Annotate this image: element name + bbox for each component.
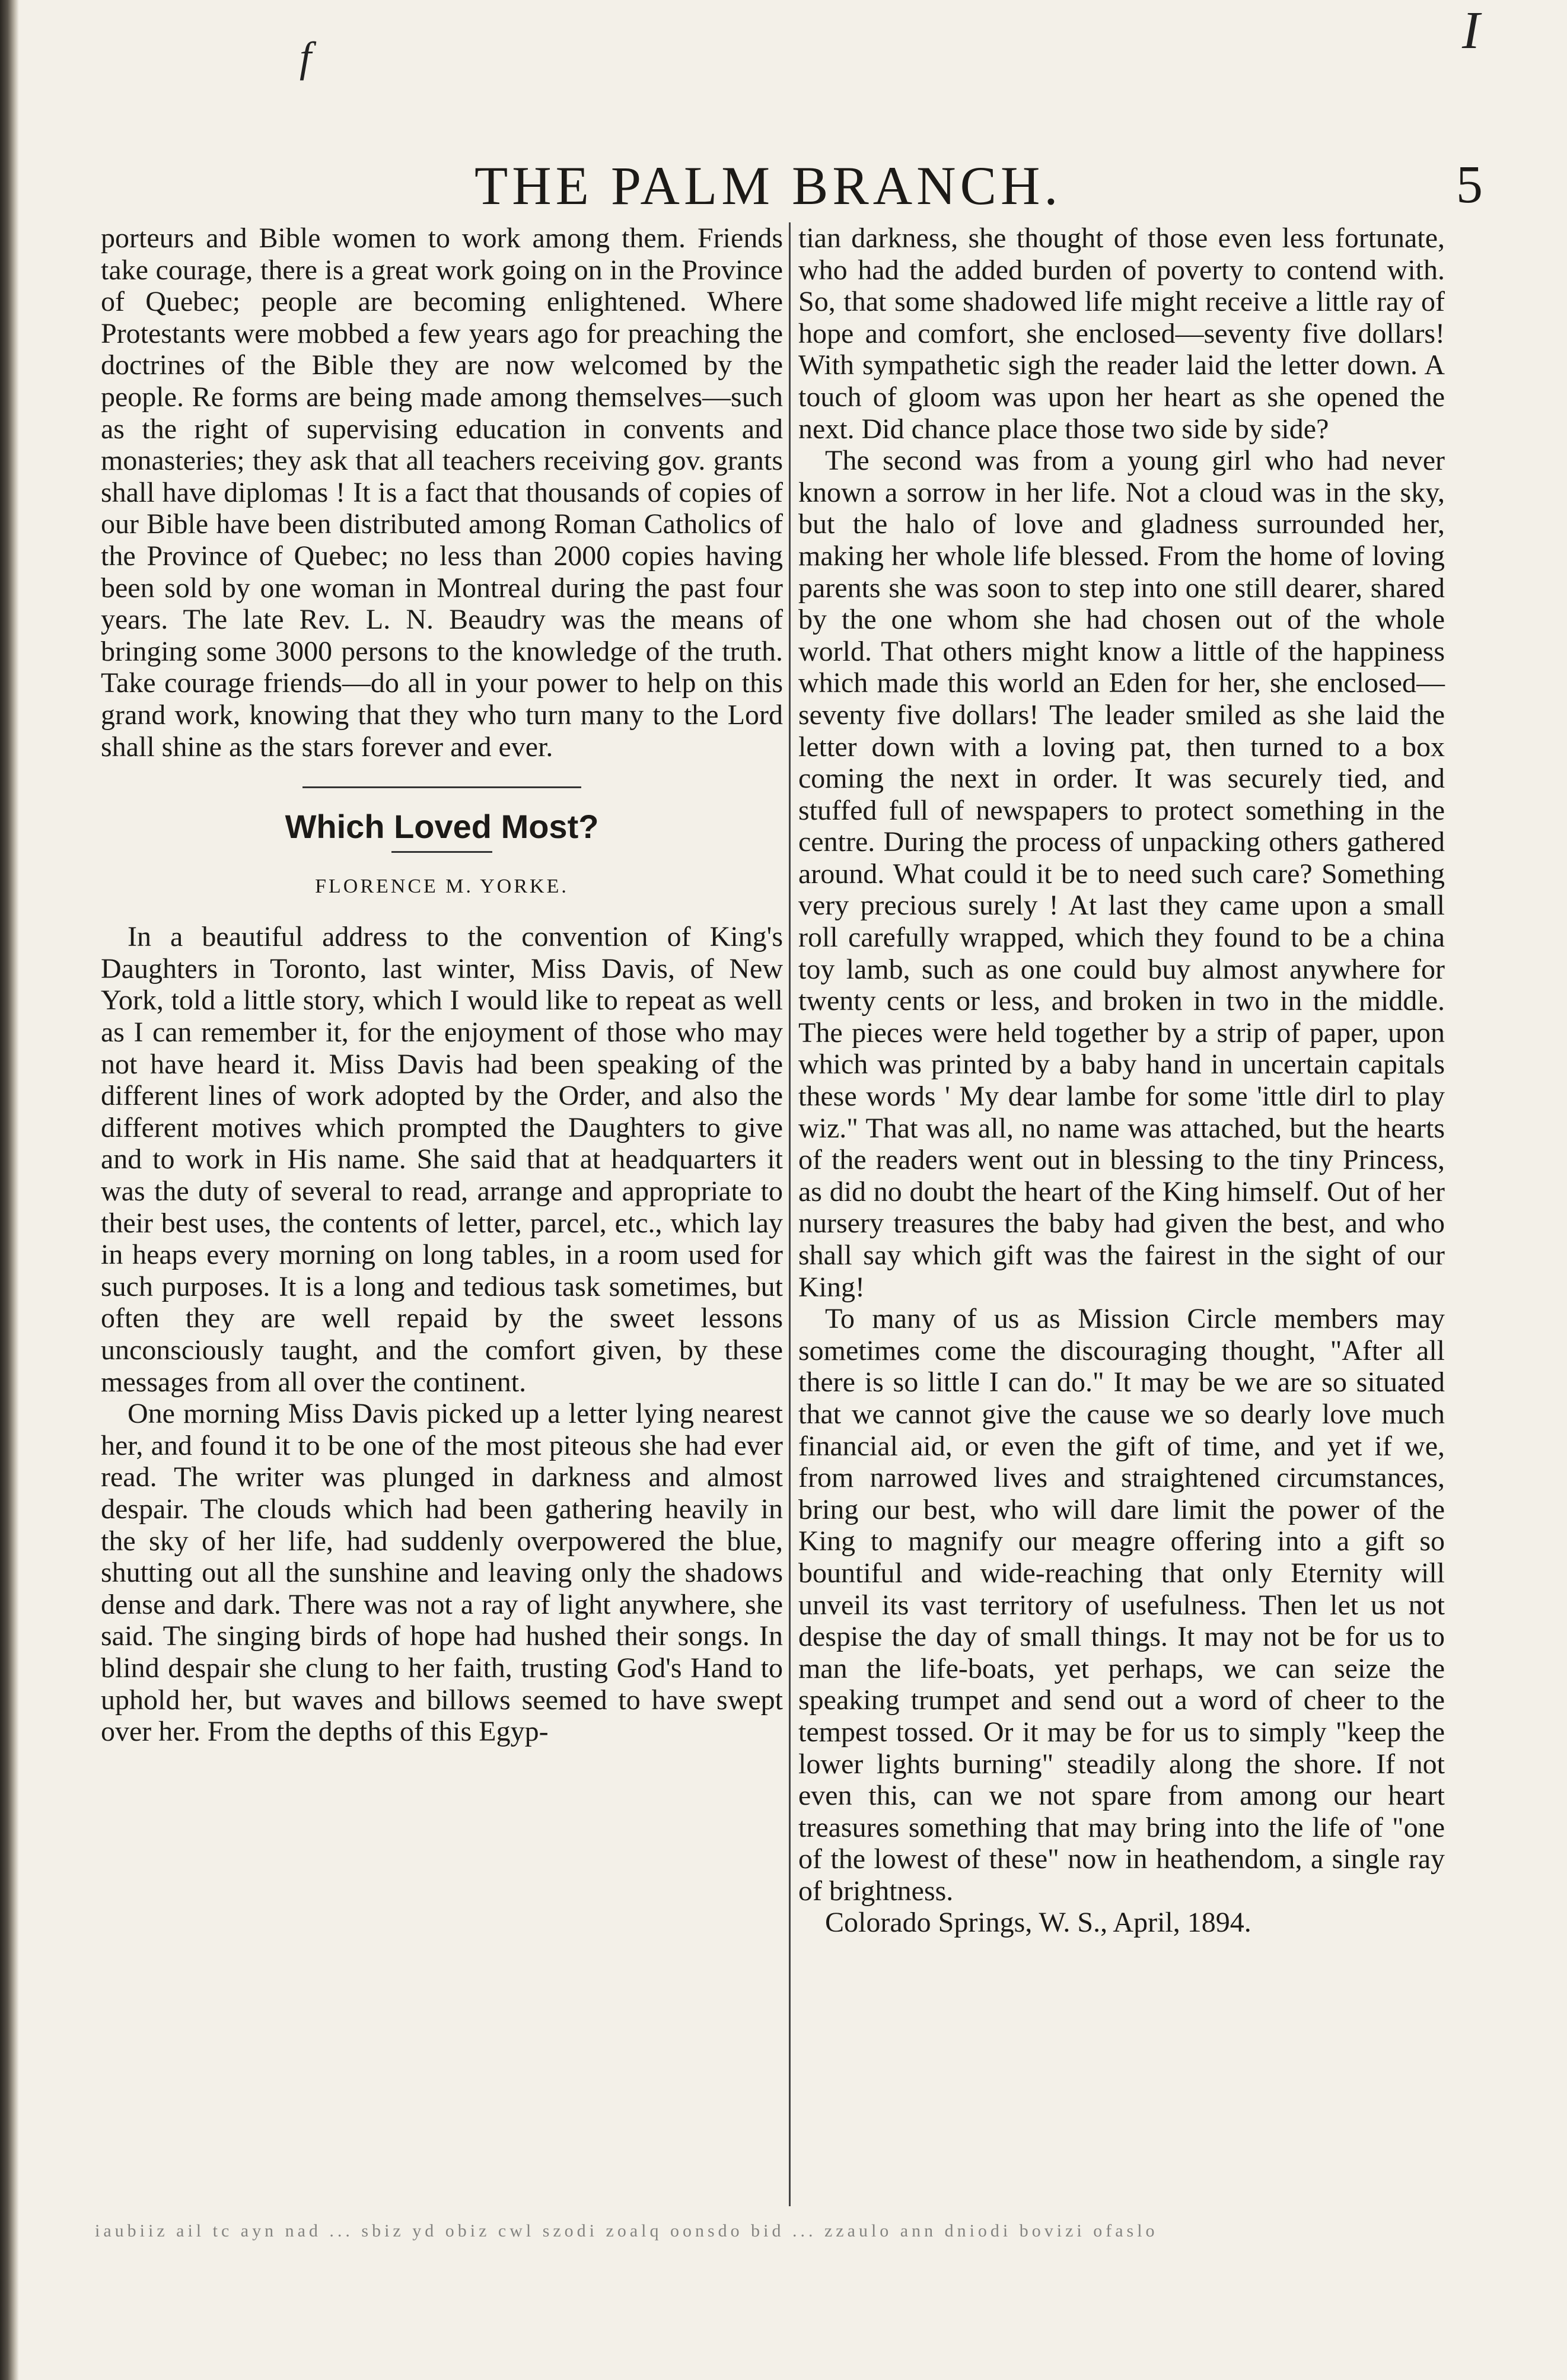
article-paragraph: One morning Miss Davis picked up a letter lying nearest her, and found it to be one of the most piteous she had ever read. The writer was plunged in darkness and almost despair. The clouds which had been gathering heavily in the sky of her life, had suddenly overpowered the blue, shutting out all the sunshine and leaving only the shadows dense and dark. There was not a ray of light anywhere, she said. The singing birds of hope had hushed their songs. In blind despair she clung to her faith, trusting God's Hand to uphold her, but waves and billows seemed to have swept over her. From the depths of this Egyp- — [101, 1398, 783, 1748]
signature: Colorado Springs, W. S., April, 1894. — [825, 1907, 1251, 1939]
column-divider — [789, 222, 791, 2206]
page-number: 5 — [1456, 155, 1483, 214]
margin-mark-right: I — [1462, 1, 1480, 60]
article-paragraph: The second was from a young girl who had never known a sorrow in her life. Not a cloud was in the sky, but the halo of love and gladness surrounded her, making her whole life blessed. From the home of loving parents she was soon to step into one still dearer, shared by the one whom she had chosen out of the whole world. That others might know a little of the happiness which made this world an Eden for her, she enclosed—seventy five dollars! The leader smiled as she laid the letter down with a loving pat, then turned to a box coming the next in order. It was securely tied, and stuffed full of newspapers to protect something in the centre. During the process of unpacking others gathered around. What could it be to need such care? Something very precious surely ! At last they came upon a small roll carefully wrapped, which they found to be a china toy lamb, such as one could buy almost anywhere for twenty cents or less, and broken in two in the middle. The pieces were held together by a strip of paper, upon which was printed by a baby hand in uncertain capitals these words ' My dear lambe for some 'ittle dirl to play wiz." That was all, no name was attached, but the hearts of the readers went out in blessing to the tiny Princess, as did no doubt the heart of the King himself. Out of her nursery treasures the baby had given the best, and who shall say which gift was the fairest in the sight of our King! — [798, 445, 1445, 1303]
page-header — [297, 148, 1483, 219]
continued-paragraph: porteurs and Bible women to work among them. Friends take courage, there is a great work going on in the Province of Quebec; people are becoming enlightened. Where Protestants were mobbed a few years ago for preaching the doctrines of the Bible they are now welcomed by the people. Re forms are being made among themselves—such as the right of supervising education in convents and monasteries; they ask that all teachers receiving gov. grants shall have diplomas ! It is a fact that thousands of copies of our Bible have been distributed among Roman Catholics of the Province of Quebec; no less than 2000 copies having been sold by one woman in Montreal during the past four years. The late Rev. L. N. Beaudry was the means of bringing some 3000 persons to the knowledge of the truth. Take courage friends—do all in your power to help on this grand work, knowing that they who turn many to the Lord shall shine as the stars forever and ever. — [101, 222, 783, 763]
article-title: Which Loved Most? — [285, 808, 599, 846]
article-paragraph: tian darkness, she thought of those even less fortunate, who had the added burden of poverty to contend with. So, that some shadowed life might receive a little ray of hope and comfort, she enclosed—seventy five dollars! With sympathetic sigh the reader laid the letter down. A touch of gloom was upon her heart as she opened the next. Did chance place those two side by side? — [798, 222, 1445, 445]
left-column — [101, 222, 783, 1748]
byline: FLORENCE M. YORKE. — [315, 875, 569, 897]
running-head: THE PALM BRANCH. — [474, 155, 1062, 216]
article-paragraph: To many of us as Mission Circle members may sometimes come the discouraging thought, "After all there is so little I can do." It may be we are so situated that we cannot give the cause we so dearly love much financial aid, or even the gift of time, and yet if we, from narrowed lives and straightened circumstances, bring our best, who will dare limit the power of the King to magnify our meagre offering into a gift so bountiful and wide-reaching that only Eternity will unveil its vast territory of usefulness. Then let us not despise the day of small things. It may not be for us to man the life-boats, yet perhaps, we can seize the speaking trumpet and send out a word of cheer to the tempest tossed. Or it may be for us to simply "keep the lower lights burning" steadily along the shore. If not even this, can we not spare from among our heart treasures something that may bring into the life of "one of the lowest of these" now in heathendom, a single ray of brightness. — [798, 1303, 1445, 1907]
section-divider — [302, 786, 581, 788]
right-column — [798, 222, 1445, 1939]
title-rule — [391, 851, 492, 853]
page-edge-shadow — [0, 0, 19, 2380]
margin-mark-left: f — [300, 33, 312, 81]
article-paragraph: In a beautiful address to the convention of King's Daughters in Toronto, last winter, Miss Davis, of New York, told a little story, which I would like to repeat as well as I can remember it, for the enjoyment of those who may not have heard it. Miss Davis had been speaking of the different lines of work adopted by the Order, and also the different motives which prompted the Daughters to give and to work in His name. She said that at headquarters it was the duty of several to read, arrange and appropriate to their best uses, the contents of letter, parcel, etc., which lay in heaps every morning on long tables, in a room used for such purposes. It is a long and tedious task sometimes, but often they are well repaid by the sweet lessons unconsciously taught, and the comfort given, by these messages from all over the continent. — [101, 921, 783, 1398]
bleed-through-text: iaubiiz ail tc ayn nad ... sbiz yd obiz cwl szodi zoalq oonsdo bid ... zzaulo ann dniodi bovizi ofaslo — [95, 2221, 1158, 2241]
